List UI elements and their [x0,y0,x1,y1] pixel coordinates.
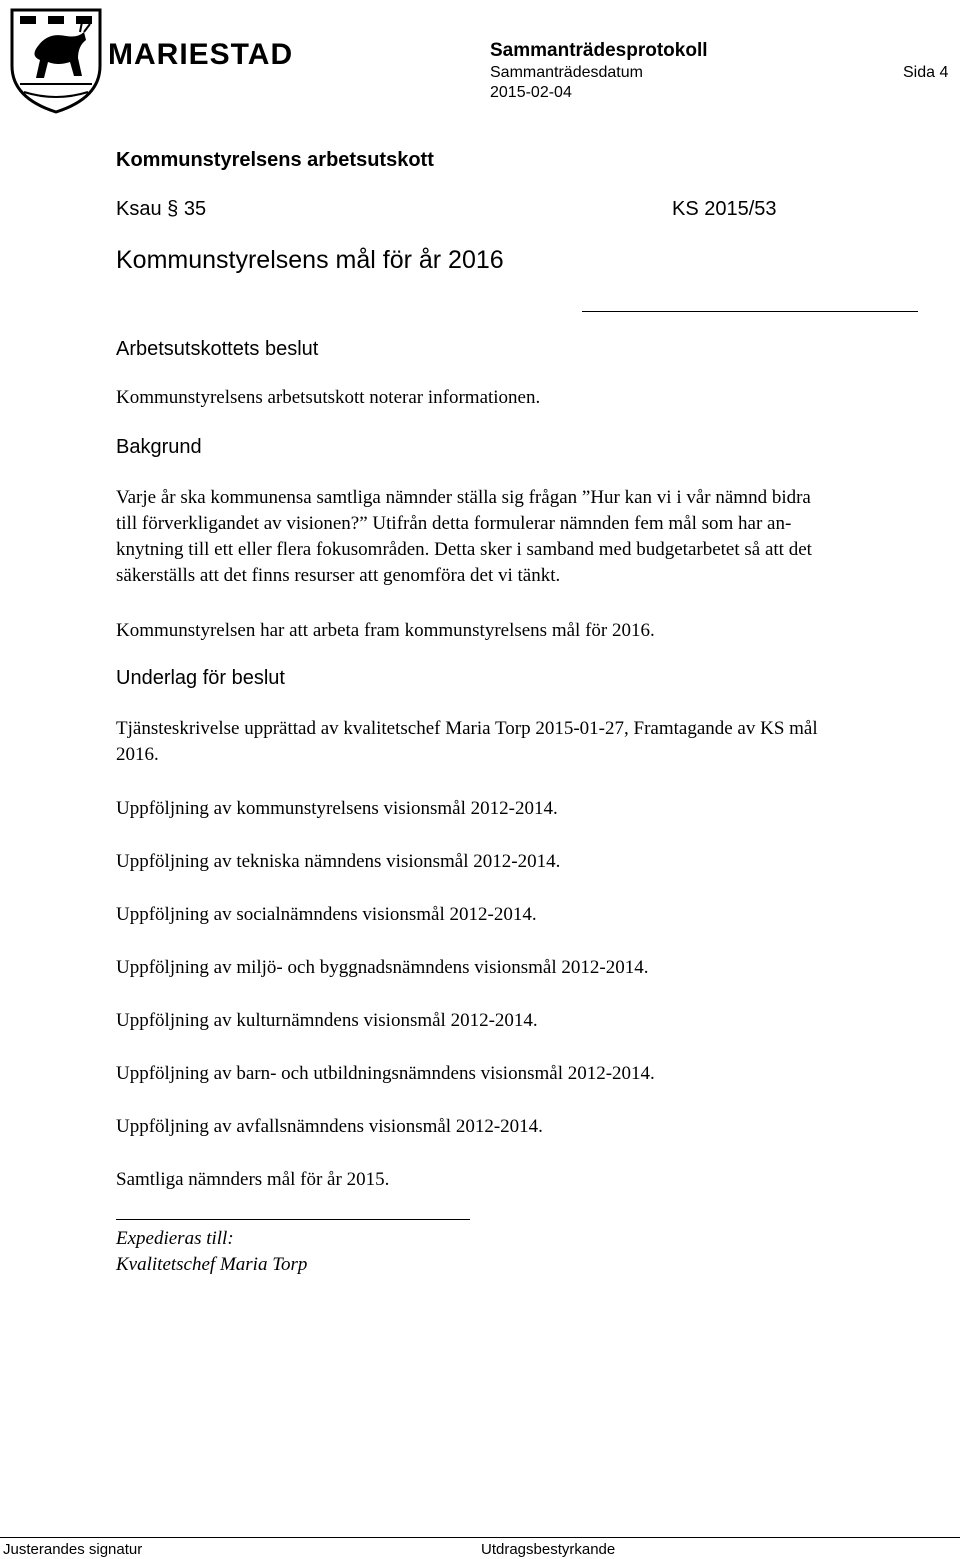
decision-heading: Arbetsutskottets beslut [116,338,319,360]
background-heading: Bakgrund [116,436,202,458]
basis-document-item: Uppföljning av kulturnämndens visionsmål 2012-2014. [116,1010,538,1031]
basis-document-item: Uppföljning av avfallsnämndens visionsmål 2012-2014. [116,1116,543,1137]
basis-document-item: Uppföljning av miljö- och byggnadsnämndens visionsmål 2012-2014. [116,957,649,978]
expedition-recipient: Kvalitetschef Maria Torp [116,1254,308,1275]
basis-document-item: Uppföljning av kommunstyrelsens visionsmål 2012-2014. [116,798,558,819]
expedition-label: Expedieras till: [116,1228,234,1249]
basis-document-item: Uppföljning av socialnämndens visionsmål 2012-2014. [116,904,537,925]
page-number: Sida 4 [903,64,949,81]
background-line: säkerställs att det finns resurser att genomföra det vi tänkt. [116,565,561,586]
case-paragraph: Ksau § 35 [116,198,207,220]
footer-line [0,1537,960,1538]
background-ks-text: Kommunstyrelsen har att arbeta fram kommunstyrelsens mål för 2016. [116,620,655,641]
background-line: Varje år ska kommunensa samtliga nämnder ställa sig frågan ”Hur kan vi i vår nämnd bidra [116,487,811,508]
basis-heading: Underlag för beslut [116,667,285,689]
case-subject: Kommunstyrelsens mål för år 2016 [116,246,504,274]
basis-document-item: Samtliga nämnders mål för år 2015. [116,1169,390,1190]
meeting-date-value: 2015-02-04 [490,84,572,101]
case-number: KS 2015/53 [672,198,777,220]
background-paragraph [116,485,812,589]
document-title: Sammanträdesprotokoll [490,40,708,61]
basis-document-item: Uppföljning av barn- och utbildningsnämndens visionsmål 2012-2014. [116,1063,655,1084]
background-line: till förverkligandet av visionen?” Utifrån detta formulerar nämnden fem mål som har an- [116,513,792,534]
footer-signature-label: Justerandes signatur [3,1541,143,1558]
meeting-date-label: Sammanträdesdatum [490,64,643,81]
basis-line: 2016. [116,744,159,765]
separator-line [582,311,918,312]
basis-document-list [116,796,655,1220]
basis-paragraph [116,716,818,768]
brand-name: MARIESTAD [108,38,294,71]
committee-name: Kommunstyrelsens arbetsutskott [116,149,434,171]
background-line: knytning till ett eller flera fokusområden. Detta sker i samband med budgetarbetet så att det [116,539,812,560]
basis-document-item: Uppföljning av tekniska nämndens visionsmål 2012-2014. [116,851,561,872]
footer-certification-label: Utdragsbestyrkande [481,1541,616,1558]
decision-text: Kommunstyrelsens arbetsutskott noterar informationen. [116,387,541,408]
mariestad-coat-of-arms-logo [8,6,104,116]
basis-line: Tjänsteskrivelse upprättad av kvalitetschef Maria Torp 2015-01-27, Framtagande av KS mål [116,718,818,739]
expedition-separator [116,1219,470,1220]
